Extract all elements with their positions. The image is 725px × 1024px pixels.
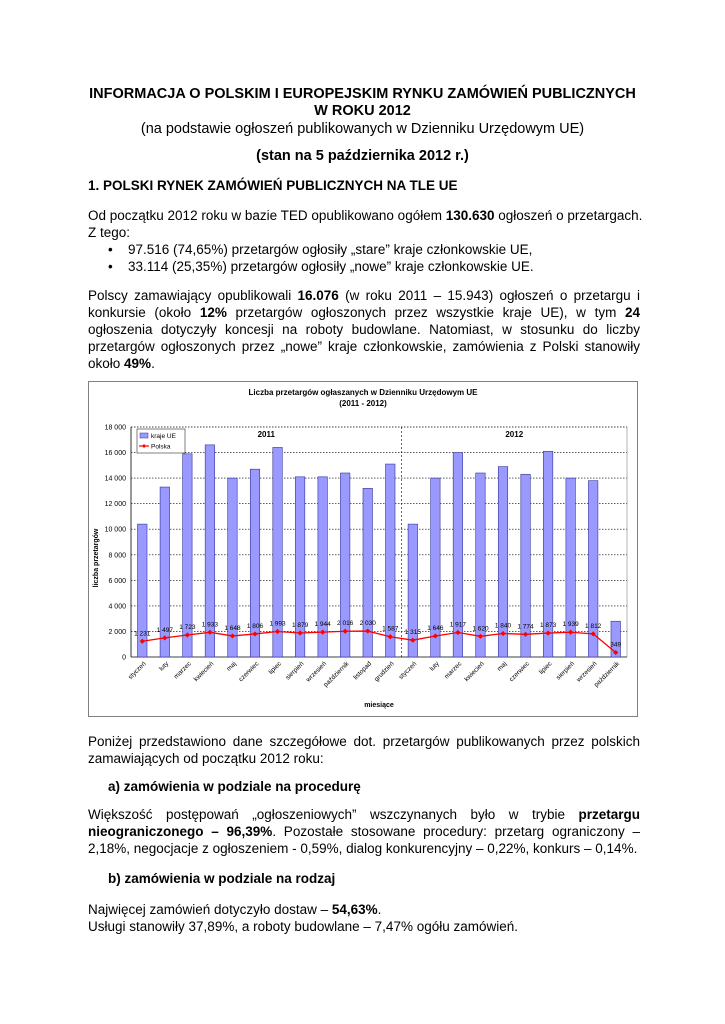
p4-part: Większość postępowań „ogłoszeniowych” wszczynanych było w trybie (88, 807, 579, 822)
y-tick-label: 2 000 (108, 628, 126, 636)
data-label: 1 231 (134, 630, 151, 638)
data-label: 1 812 (585, 622, 602, 630)
p5-bold: 54,63% (331, 902, 378, 917)
paragraph-1 (88, 207, 642, 224)
p5-part: Najwięcej zamówień dotyczyło dostaw – (88, 902, 332, 917)
title-line-2: W ROKU 2012 (314, 103, 411, 119)
subsection-b-heading: b) zamówienia w podziale na rodzaj (108, 871, 336, 886)
y-axis-label: liczba przetargów (93, 528, 100, 588)
p2-bold: 24 (624, 305, 640, 320)
p2-part: Polscy zamawiający opublikowali (88, 288, 298, 303)
data-label: 1 723 (179, 623, 196, 631)
y-tick-label: 16 000 (104, 450, 126, 458)
bar (295, 477, 304, 657)
bar (588, 481, 597, 657)
data-label: 1 648 (224, 624, 241, 632)
data-label: 1 774 (517, 623, 534, 631)
x-tick-label: wrzesień (304, 660, 329, 684)
p4-bold: przetargu nieograniczonego – 96,39% (88, 807, 640, 839)
data-label: 1 646 (427, 624, 444, 632)
data-label: 1 587 (382, 625, 399, 633)
data-label: 1 620 (472, 625, 489, 633)
title-line-1: INFORMACJA O POLSKIM I EUROPEJSKIM RYNKU ZAMÓWIEŃ PUBLICZNYCH (89, 86, 636, 102)
chart-title: Liczba przetargów ogłaszanych w Dzienniku Urzędowym UE (248, 388, 478, 397)
y-tick-label: 8 000 (108, 552, 126, 560)
p2-part: . (151, 356, 155, 371)
p2-bold: 16.076 (297, 288, 339, 303)
section-1-heading: 1. POLSKI RYNEK ZAMÓWIEŃ PUBLICZNYCH NA TLE UE (88, 178, 458, 193)
y-tick-label: 10 000 (104, 526, 126, 534)
p2-part: (w roku 2011 – 15.943) ogłoszeń o przetargu i konkursie (około (88, 288, 640, 320)
p2-part: ogłoszenia dotyczyły koncesji na roboty budowlane. Natomiast, w stosunku do liczby przetargów ogłoszonych przez „nowe” kraje członkowskie, zamówienia z Polski stanowiły około (88, 322, 640, 371)
bar-line-chart (89, 382, 637, 716)
x-tick-label: styczeń (127, 660, 148, 682)
paragraph-5 (88, 901, 381, 918)
plot-area (105, 425, 627, 689)
bullet-text: 97.516 (74,65%) przetargów ogłosiły „stare” kraje członkowskie UE, (128, 242, 533, 257)
chart-subtitle: (2011 - 2012) (339, 399, 387, 408)
bullet-dot-icon: • (108, 242, 113, 257)
p1-total: 130.630 (445, 208, 495, 223)
y-tick-label: 14 000 (104, 475, 126, 483)
x-tick-label: wrzesień (575, 660, 599, 684)
legend-label: kraje UE (151, 433, 176, 440)
y-tick-label: 18 000 (104, 424, 126, 432)
x-tick-label: lipiec (267, 660, 283, 676)
data-label: 1 840 (494, 622, 512, 630)
x-tick-label: listopad (352, 660, 374, 682)
data-label: 2 016 (337, 620, 354, 628)
x-tick-label: czerwiec (508, 660, 531, 684)
x-tick-label: sierpień (284, 660, 306, 682)
year-label: 2012 (505, 430, 524, 439)
p2-part: przetargów ogłoszonych przez wszystkie kraje UE), w tym (226, 305, 625, 320)
paragraph-3: Poniżej przedstawiono dane szczegółowe dot. przetargów publikowanych przez polskich zamawiających od początku 2012 roku: (88, 734, 640, 766)
x-tick-label: październik (592, 660, 622, 689)
paragraph-4 (88, 806, 640, 857)
paragraph-2 (88, 287, 640, 372)
paragraph-1-line-2: Z tego: (88, 225, 131, 240)
x-tick-label: maj (225, 660, 238, 673)
bullet-item (108, 258, 534, 275)
p2-bold: 12% (199, 305, 227, 320)
p1-tail: ogłoszeń o przetargach. (494, 208, 643, 223)
y-tick-label: 12 000 (104, 501, 126, 509)
y-tick-label: 4 000 (108, 603, 126, 611)
date-line: (stan na 5 października 2012 r.) (256, 148, 469, 164)
year-label: 2011 (257, 430, 275, 439)
chart-container (88, 381, 638, 717)
data-label: 1 879 (291, 621, 309, 629)
data-label: 1 944 (314, 621, 331, 629)
x-tick-label: grudzień (373, 660, 396, 684)
data-label: 1 873 (539, 622, 557, 630)
subsection-a-heading: a) zamówienia w podziale na procedurę (108, 779, 361, 794)
bar (408, 524, 417, 657)
bullet-item (108, 241, 533, 258)
data-label: 1 806 (246, 622, 264, 630)
x-axis-label: miesiące (364, 702, 394, 709)
x-tick-label: marzec (443, 660, 464, 681)
x-tick-label: maj (496, 660, 509, 673)
legend-label: Polska (151, 443, 171, 451)
data-label: 1 933 (201, 621, 219, 629)
x-tick-label: luty (428, 660, 441, 673)
p4-part: . Pozostałe stosowane procedury: przetarg ograniczony – 2,18%, negocjacje z ogłoszeniem - 0,59%, dialog konkurencyjny – 0,22%, konkurs – 0,14%. (88, 824, 640, 856)
data-label: 1 939 (562, 621, 579, 629)
x-tick-label: lipiec (538, 660, 554, 676)
x-tick-label: sierpień (555, 660, 577, 682)
x-tick-label: kwiecień (463, 660, 486, 684)
paragraph-5-line-2: Usługi stanowiły 37,89%, a roboty budowlane – 7,47% ogółu zamówień. (88, 919, 519, 934)
legend-swatch-bar (140, 433, 148, 438)
y-tick-label: 6 000 (108, 577, 126, 585)
data-label: 1 497 (156, 626, 173, 634)
p1-text: Od początku 2012 roku w bazie TED opublikowano ogółem (88, 208, 446, 223)
x-tick-label: luty (158, 660, 171, 673)
bullet-text: 33.114 (25,35%) przetargów ogłosiły „nowe” kraje członkowskie UE. (128, 259, 534, 274)
y-tick-label: 0 (122, 654, 126, 662)
p5-part: . (377, 902, 382, 917)
data-label: 349 (610, 641, 622, 649)
bullet-dot-icon: • (108, 259, 113, 274)
p2-bold: 49% (124, 356, 152, 371)
data-label: 1 315 (404, 629, 421, 637)
x-tick-label: kwiecień (192, 660, 216, 684)
x-tick-label: styczeń (397, 660, 419, 682)
x-tick-label: marzec (172, 660, 193, 681)
data-label: 2 030 (359, 620, 376, 628)
subtitle: (na podstawie ogłoszeń publikowanych w Dzienniku Urzędowym UE) (140, 121, 585, 137)
data-label: 1 993 (269, 620, 286, 628)
x-tick-label: październik (322, 660, 351, 689)
x-tick-label: czerwiec (237, 660, 261, 684)
data-label: 1 917 (449, 621, 467, 629)
